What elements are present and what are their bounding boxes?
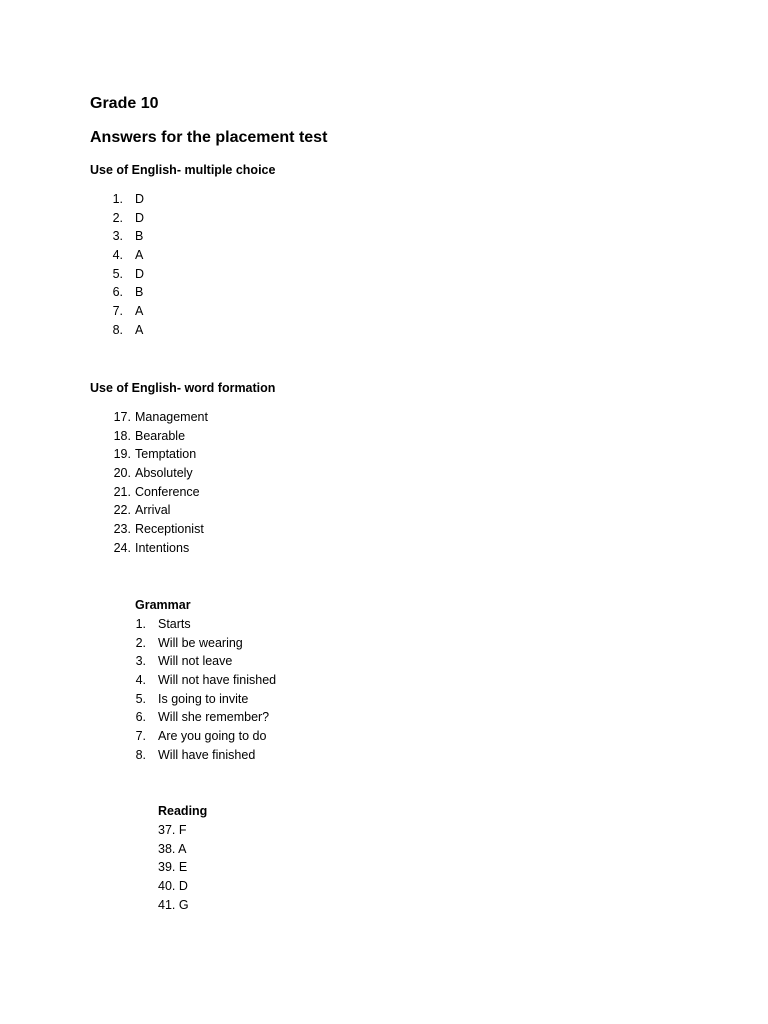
item-answer: D [135,192,145,206]
grammar-list [125,615,276,765]
list-item [100,539,208,558]
item-number: 24. [113,540,131,555]
item-answer: Receptionist [135,522,204,537]
word-formation-heading: Use of English- word formation [90,381,276,395]
list-item [125,690,276,709]
multiple-choice-list [100,190,144,340]
list-item [100,190,144,209]
item-number: 7. [112,304,123,319]
item-answer: Will be wearing [158,635,243,650]
item-number: 1. [135,617,146,631]
item-number: 20. [113,466,131,481]
list-item [158,858,189,877]
list-item [100,520,208,539]
list-item [158,840,189,859]
list-item [100,408,208,427]
item-answer: A [135,304,144,319]
grade-heading: Grade 10 [90,95,159,112]
list-item [100,321,144,340]
list-item [100,209,144,228]
item-number: 5. [112,266,123,281]
item-number: 8. [135,747,146,762]
list-item [100,246,144,265]
item-number: 8. [112,322,123,337]
item-number: 4. [112,248,123,263]
item-answer: D [135,210,145,225]
item-answer: A [135,322,144,337]
item-number: 5. [135,691,146,706]
list-item [125,615,276,634]
item-answer: Is going to invite [158,691,249,706]
list-item [100,427,208,446]
list-item [158,896,189,915]
list-item [100,483,208,502]
item-number: 4. [135,673,146,688]
item-answer: A [135,248,144,263]
item-number: 2. [135,635,146,650]
item-answer: 40. D [158,879,188,894]
item-answer: Will have finished [158,747,256,762]
item-answer: 39. E [158,860,188,875]
list-item [100,265,144,284]
page-title: Answers for the placement test [90,129,328,146]
list-item [100,302,144,321]
list-item [100,283,144,302]
item-number: 7. [135,729,146,744]
item-answer: Bearable [135,428,186,443]
item-number: 19. [113,447,131,462]
item-number: 6. [135,710,146,725]
item-answer: Arrival [135,503,171,518]
item-number: 21. [113,484,131,499]
word-formation-list [100,408,208,558]
list-item [125,671,276,690]
item-answer: Will she remember? [158,710,270,725]
item-answer: Will not leave [158,654,233,669]
item-answer: Intentions [135,540,190,555]
item-number: 3. [112,229,123,244]
item-number: 18. [113,428,131,443]
item-answer: Are you going to do [158,729,267,744]
list-item [158,821,189,840]
item-answer: B [135,285,144,300]
list-item [125,708,276,727]
item-answer: Temptation [135,447,197,462]
item-answer: Management [135,410,208,424]
list-item [100,464,208,483]
item-answer: B [135,229,144,244]
item-number: 2. [112,210,123,225]
item-answer: 38. A [158,841,187,856]
list-item [158,877,189,896]
item-answer: Starts [158,617,191,631]
grammar-heading: Grammar [135,598,191,612]
list-item [125,634,276,653]
list-item [100,501,208,520]
item-answer: Conference [135,484,200,499]
item-number: 6. [112,285,123,300]
item-answer: 41. G [158,897,189,912]
list-item [100,445,208,464]
item-number: 1. [112,192,123,206]
list-item [125,652,276,671]
item-number: 3. [135,654,146,669]
list-item [100,227,144,246]
item-answer: D [135,266,145,281]
item-number: 23. [113,522,131,537]
item-number: 22. [113,503,131,518]
item-number: 17. [113,410,131,424]
list-item [125,746,276,765]
reading-list [158,821,189,914]
multiple-choice-heading: Use of English- multiple choice [90,163,276,177]
item-answer: Will not have finished [158,673,277,688]
reading-heading: Reading [158,804,208,818]
item-answer: 37. F [158,823,187,837]
item-answer: Absolutely [135,466,193,481]
list-item [125,727,276,746]
